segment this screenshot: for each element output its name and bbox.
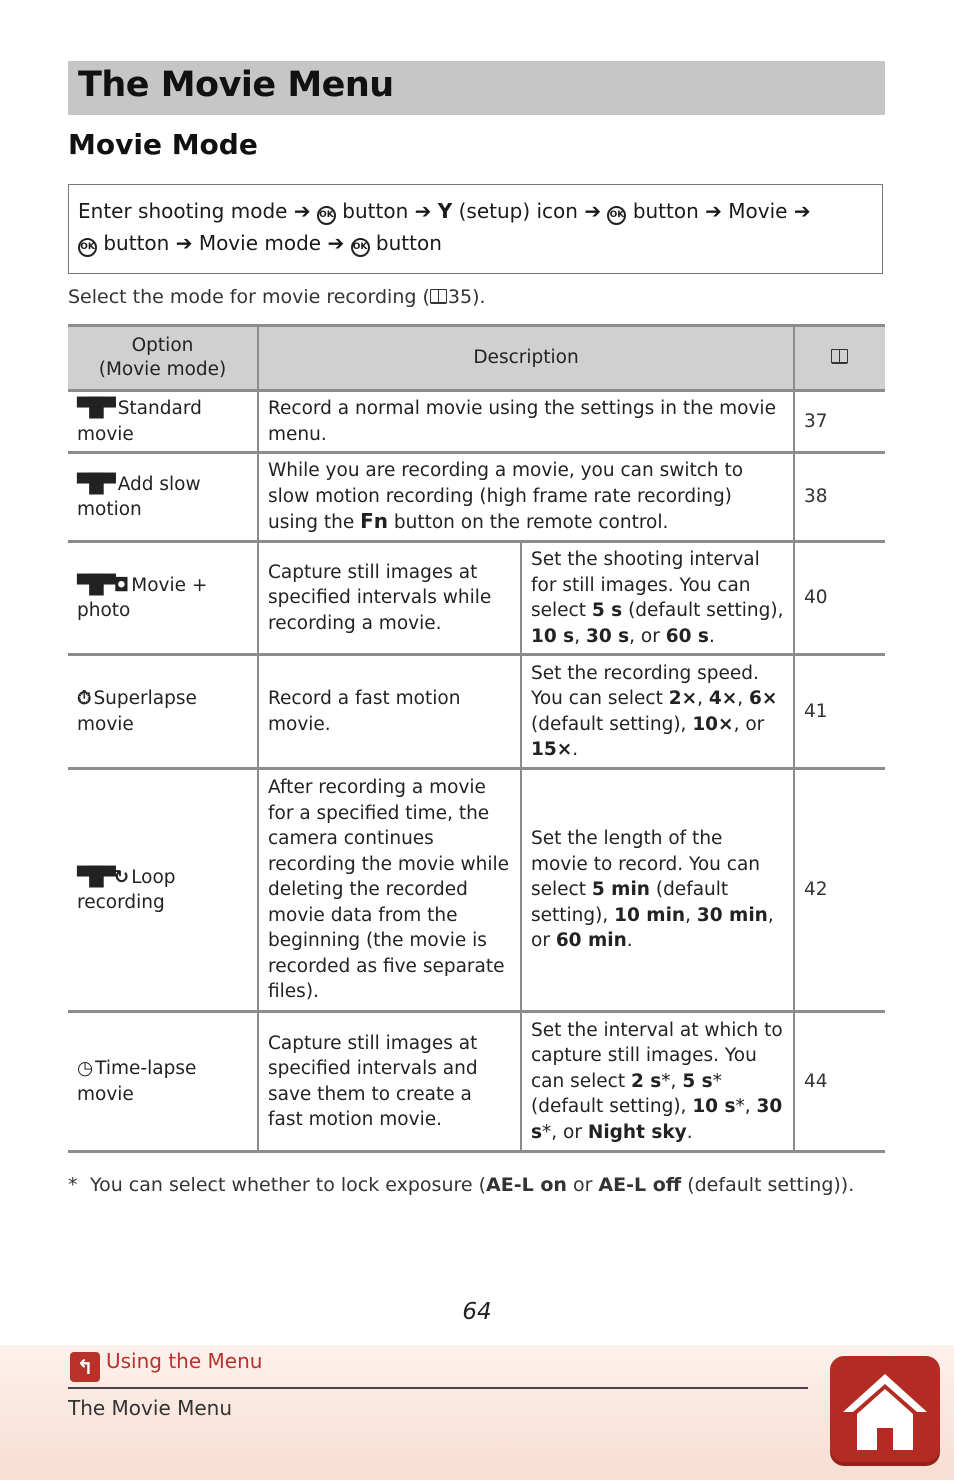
navigation-step-text: button [103, 231, 170, 255]
setting-cell [521, 542, 794, 655]
arrow-right-icon: ➔ [293, 199, 311, 223]
arrow-right-icon: ➔ [327, 231, 345, 255]
header-option-line2: (Movie mode) [98, 359, 227, 380]
bold-value: 2 s [630, 1070, 662, 1092]
table-row [68, 391, 885, 453]
setting-cell [521, 769, 794, 1012]
intro-text-before: Select the mode for movie recording ( [68, 286, 430, 308]
ok-button-icon: OK [607, 206, 626, 225]
text-run: , or [629, 625, 666, 647]
navigation-line-2 [78, 231, 442, 257]
text-run: button on the remote control. [388, 512, 669, 534]
page-reference-link[interactable]: 38 [794, 453, 885, 542]
time-lapse-icon: ◷ [77, 1058, 92, 1079]
fn-button-icon: Fn [360, 509, 388, 534]
bold-value: Night sky [587, 1121, 687, 1143]
bold-value: 5 s [591, 600, 623, 621]
description-cell [258, 391, 794, 453]
table-row [68, 453, 885, 542]
table-row [68, 655, 885, 769]
navigation-path-box [68, 184, 883, 274]
option-label: Superlapse movie [77, 688, 197, 735]
text-run: . [686, 1121, 693, 1143]
ok-button-icon: OK [317, 206, 336, 225]
bold-value: 2× [668, 688, 698, 709]
text-run: . [708, 625, 715, 647]
bold-value: AE-L on [486, 1174, 567, 1196]
arrow-right-icon: ➔ [414, 199, 432, 223]
text-run: . [572, 739, 579, 760]
bold-value: 60 min [555, 930, 627, 952]
home-icon [841, 1370, 929, 1452]
page-reference-link[interactable]: 42 [794, 769, 885, 1012]
ok-button-icon: OK [351, 238, 370, 257]
description-cell [258, 655, 521, 769]
setting-cell [521, 1012, 794, 1152]
navigation-line-1 [78, 199, 811, 225]
bold-value: AE-L off [598, 1174, 682, 1196]
bold-value: 10× [692, 713, 734, 735]
text-run: or [566, 1174, 599, 1196]
bold-value: 30 min [696, 904, 768, 926]
back-link-label: Using the Menu [106, 1349, 263, 1373]
option-cell [68, 769, 258, 1012]
back-to-menu-link[interactable] [70, 1349, 262, 1382]
description-cell [258, 769, 521, 1012]
header-description: Description [258, 326, 794, 391]
option-label: Movie + photo [77, 574, 208, 621]
intro-page-link[interactable]: 35 [447, 286, 473, 308]
ok-button-icon: OK [78, 238, 97, 257]
option-cell [68, 1012, 258, 1152]
text-run: , or [733, 713, 765, 735]
bold-value: 30 s [531, 1096, 783, 1143]
option-cell [68, 453, 258, 542]
bold-value: 60 s [665, 625, 709, 647]
bold-value: 10 min [614, 904, 686, 926]
navigation-step-text: button [632, 199, 699, 223]
page-reference-link[interactable]: 37 [794, 391, 885, 453]
text-run: , [574, 625, 586, 647]
header-page-reference [794, 326, 885, 391]
bold-value: 15× [531, 739, 573, 760]
bold-value: 5 min [591, 879, 650, 901]
description-cell [258, 542, 521, 655]
text-run: Set the recording speed. You can select [531, 662, 759, 709]
text-run: (default setting), [622, 600, 784, 621]
text-run: Set the length of the movie to record. You can select [531, 828, 761, 901]
back-arrow-icon: ↰ [70, 1352, 100, 1382]
navigation-step-text: button [375, 231, 442, 255]
navigation-step-text: button [342, 199, 409, 223]
navigation-step-text: (setup) icon [458, 199, 578, 223]
movie-icon: ▀█▀ [77, 473, 114, 495]
table-body [68, 391, 885, 1152]
movie-photo-icon: ▀█▀◘ [77, 574, 128, 596]
footer-section-label: The Movie Menu [68, 1396, 233, 1420]
intro-text-after: ). [472, 286, 486, 308]
text-run: (default setting)). [681, 1174, 855, 1196]
text-run: *, or [542, 1121, 588, 1143]
bold-value: 10 s [531, 625, 575, 647]
option-label: Standard movie [77, 398, 202, 445]
intro-text [68, 286, 486, 308]
navigation-step-text: Movie mode [198, 231, 322, 255]
text-run: Capture still images at specified intervals and save them to create a fast motion movie. [268, 1032, 478, 1130]
page-number: 64 [462, 1299, 492, 1325]
text-run: After recording a movie for a specified time, the camera continues recording the movie while deleting the recorded movie data from the beginning (the movie is recorded as five separate files). [268, 777, 510, 1003]
text-run: *, [661, 1070, 683, 1092]
superlapse-icon: ⏱ [77, 688, 90, 709]
table-row [68, 542, 885, 655]
book-reference-icon [831, 349, 849, 364]
setup-wrench-icon: Y [437, 199, 453, 223]
option-label: Loop recording [77, 866, 176, 913]
movie-icon: ▀█▀ [77, 398, 114, 419]
footnote-marker: * [68, 1174, 78, 1196]
text-run: , [737, 688, 750, 709]
text-run: , [697, 688, 709, 709]
page-reference-link[interactable]: 44 [794, 1012, 885, 1152]
bold-value: 10 s [692, 1096, 736, 1118]
page-title-bar [68, 61, 885, 115]
text-run: Capture still images at specified intervals while recording a movie. [268, 561, 492, 634]
table-row [68, 1012, 885, 1152]
text-run: While you are recording a movie, you can switch to slow motion recording (high frame rate recording) using the [268, 460, 744, 534]
text-run: (default setting), [531, 713, 693, 735]
page-reference-link[interactable]: 40 [794, 542, 885, 655]
text-run: (default setting), [531, 879, 729, 926]
text-run: Set the shooting interval for still images. You can select [531, 549, 760, 621]
text-run: *, [735, 1096, 757, 1118]
text-run: Record a fast motion movie. [268, 688, 461, 735]
loop-recording-icon: ▀█▀↻ [77, 866, 128, 888]
option-label: Add slow motion [77, 473, 201, 520]
option-cell [68, 542, 258, 655]
table-header-row [68, 326, 885, 391]
navigation-step-text: Movie [728, 199, 788, 223]
option-cell [68, 655, 258, 769]
footer-divider [68, 1387, 808, 1389]
bold-value: 4× [708, 688, 738, 709]
navigation-step-text: Enter shooting mode [78, 199, 288, 223]
arrow-right-icon: ➔ [705, 199, 722, 223]
arrow-right-icon: ➔ [175, 231, 193, 255]
bold-value: 5 s [682, 1070, 713, 1092]
section-title: Movie Mode [68, 128, 258, 161]
text-run: Record a normal movie using the settings in the movie menu. [268, 398, 776, 445]
text-run: Set the interval at which to capture still images. You can select [531, 1019, 783, 1092]
text-run: * (default setting), [531, 1070, 722, 1118]
text-run: , [685, 904, 697, 926]
page-reference-link[interactable]: 41 [794, 655, 885, 769]
option-cell [68, 391, 258, 453]
text-run: You can select whether to lock exposure ( [90, 1174, 487, 1196]
movie-mode-table [68, 324, 885, 1153]
text-run: . [626, 930, 633, 952]
text-run: , or [531, 904, 774, 952]
arrow-right-icon: ➔ [793, 199, 811, 223]
footnote-text [90, 1174, 854, 1196]
footnote [68, 1174, 854, 1196]
bold-value: 6× [749, 688, 778, 709]
option-label: Time-lapse movie [77, 1058, 197, 1105]
header-option-line1: Option [131, 335, 194, 356]
header-option [68, 326, 258, 391]
arrow-right-icon: ➔ [584, 199, 602, 223]
book-reference-icon [430, 289, 448, 304]
home-button[interactable] [830, 1356, 940, 1466]
description-cell [258, 453, 794, 542]
description-cell [258, 1012, 521, 1152]
setting-cell [521, 655, 794, 769]
page-title: The Movie Menu [78, 65, 394, 105]
table-row [68, 769, 885, 1012]
bold-value: 30 s [585, 625, 630, 647]
